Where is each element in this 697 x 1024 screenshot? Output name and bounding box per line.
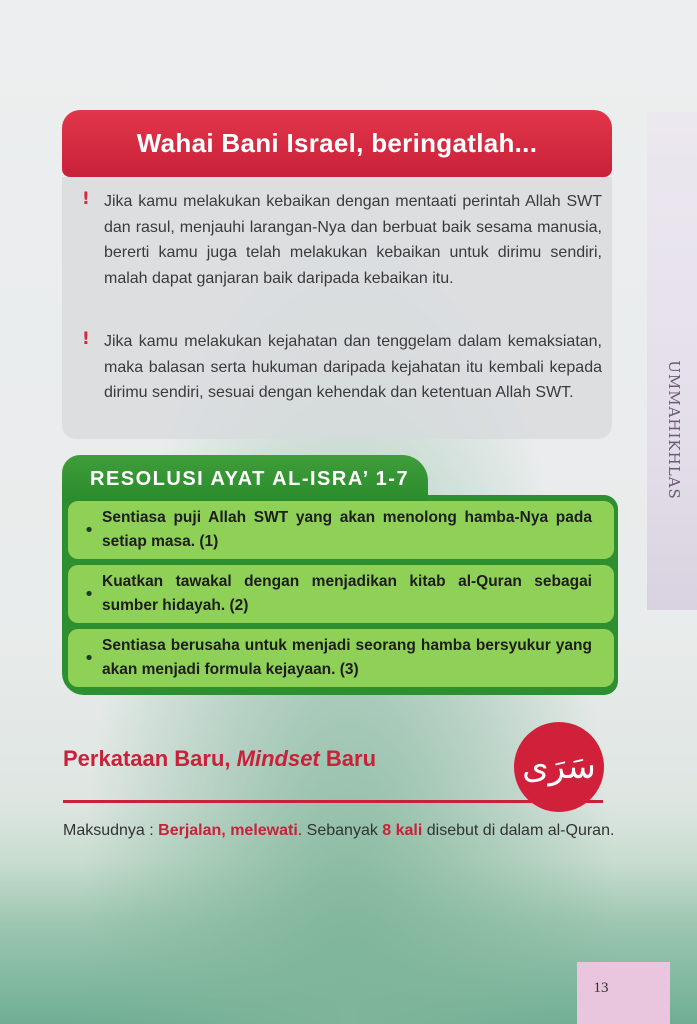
side-label — [659, 340, 689, 520]
exclamation-icon: ! — [82, 189, 90, 209]
reminder-body — [62, 177, 612, 439]
reminder-point-text: Jika kamu melakukan kejahatan dan tenggelam dalam kemaksiatan, maka balasan serta hukuman daripada kejahatan itu kembali kepada dirimu sendiri, sesuai dengan kehendak dan ketentuan Allah SWT. — [104, 333, 602, 401]
exclamation-icon: ! — [82, 329, 90, 349]
reminder-point — [82, 329, 602, 406]
resolution-item-text: Sentiasa berusaha untuk menjadi seorang hamba bersyukur yang akan menjadi formula kejayaan. (3) — [102, 637, 592, 678]
arabic-word: سَرَى — [522, 747, 596, 787]
resolution-item — [68, 565, 614, 623]
reminder-header — [62, 110, 612, 177]
reminder-point-text: Jika kamu melakukan kebaikan dengan mentaati perintah Allah SWT dan rasul, menjauhi larangan-Nya dan berbuat baik sesama manusia, bererti kamu juga telah melakukan kebaikan untuk dirimu sendiri, malah dapat ganjaran baik daripada kebaikan itu. — [104, 193, 602, 287]
bullet-icon: • — [83, 519, 95, 541]
resolution-item — [68, 501, 614, 559]
resolution-item — [68, 629, 614, 687]
bullet-icon: • — [83, 647, 95, 669]
resolution-title: RESOLUSI AYAT AL-ISRA’ 1-7 — [90, 467, 410, 490]
reminder-title: Wahai Bani Israel, beringatlah... — [136, 128, 538, 158]
new-word-title: Perkataan Baru, Mindset Baru — [63, 746, 377, 771]
side-label-text: UMMAHIKHLAS — [665, 360, 683, 500]
resolution-header — [62, 455, 428, 503]
resolution-item-text: Kuatkan tawakal dengan menjadikan kitab al-Quran sebagai sumber hidayah. (2) — [102, 573, 592, 614]
page-number-box — [577, 962, 670, 1024]
arabic-word-badge — [514, 722, 604, 812]
word-meaning: Maksudnya : Berjalan, melewati. Sebanyak 8 kali disebut di dalam al-Quran. — [63, 822, 615, 839]
divider — [63, 800, 603, 803]
resolution-item-text: Sentiasa puji Allah SWT yang akan menolong hamba-Nya pada setiap masa. (1) — [102, 509, 592, 550]
reminder-point — [82, 189, 602, 291]
page-number: 13 — [593, 980, 609, 996]
bullet-icon: • — [83, 583, 95, 605]
